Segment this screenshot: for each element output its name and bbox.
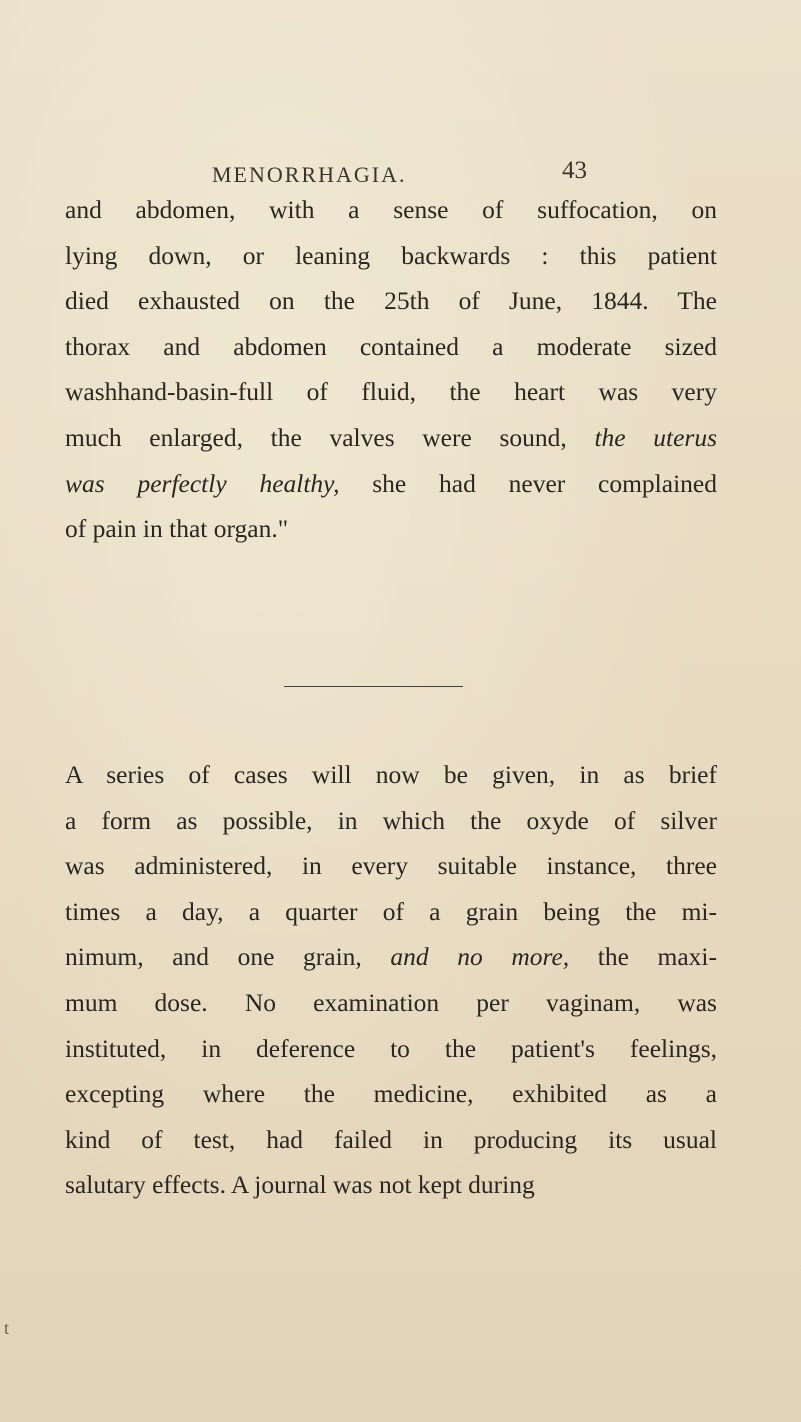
margin-mark: t [4, 1318, 10, 1338]
text-line: times a day, a quarter of a grain being the mi- [65, 896, 717, 926]
text-line: washhand-basin-full of fluid, the heart was very [65, 377, 717, 407]
text-segment: she had never complained [372, 468, 717, 498]
text-line: and abdomen, with a sense of suffocation, on [65, 195, 717, 224]
text-segment: the maxi- [597, 942, 717, 972]
text-segment: nimum, and one grain, [65, 942, 362, 972]
text-line [65, 415, 717, 461]
text-line: kind of test, had failed in producing its usual [65, 1124, 717, 1154]
text-segment: much enlarged, the valves were sound, [65, 422, 567, 452]
text-line: instituted, in deference to the patient's feelings, [65, 1033, 717, 1063]
text-line: lying down, or leaning backwards : this patient [65, 240, 717, 270]
paragraph-continuation [65, 187, 717, 552]
italic-text: was perfectly healthy, [65, 468, 340, 498]
running-head: MENORRHAGIA. [212, 162, 407, 187]
text-line: was administered, in every suitable instance, three [65, 851, 717, 881]
text-line: died exhausted on the 25th of June, 1844. The [65, 286, 717, 316]
text-line: a form as possible, in which the oxyde of silver [65, 805, 717, 835]
italic-text: and no more, [390, 942, 570, 972]
page-number: 43 [562, 157, 587, 184]
text-line [65, 934, 717, 980]
text-line: of pain in that organ." [65, 514, 289, 544]
text-line: mum dose. No examination per vaginam, was [65, 987, 717, 1017]
text-line: thorax and abdomen contained a moderate sized [65, 331, 717, 361]
section-divider [284, 686, 463, 687]
text-line [65, 461, 717, 507]
text-line: A series of cases will now be given, in as brief [65, 760, 717, 789]
text-line: excepting where the medicine, exhibited as a [65, 1079, 717, 1109]
italic-text: the uterus [594, 422, 717, 452]
text-line: salutary effects. A journal was not kept during [65, 1170, 535, 1200]
paragraph-cases [65, 752, 717, 1208]
